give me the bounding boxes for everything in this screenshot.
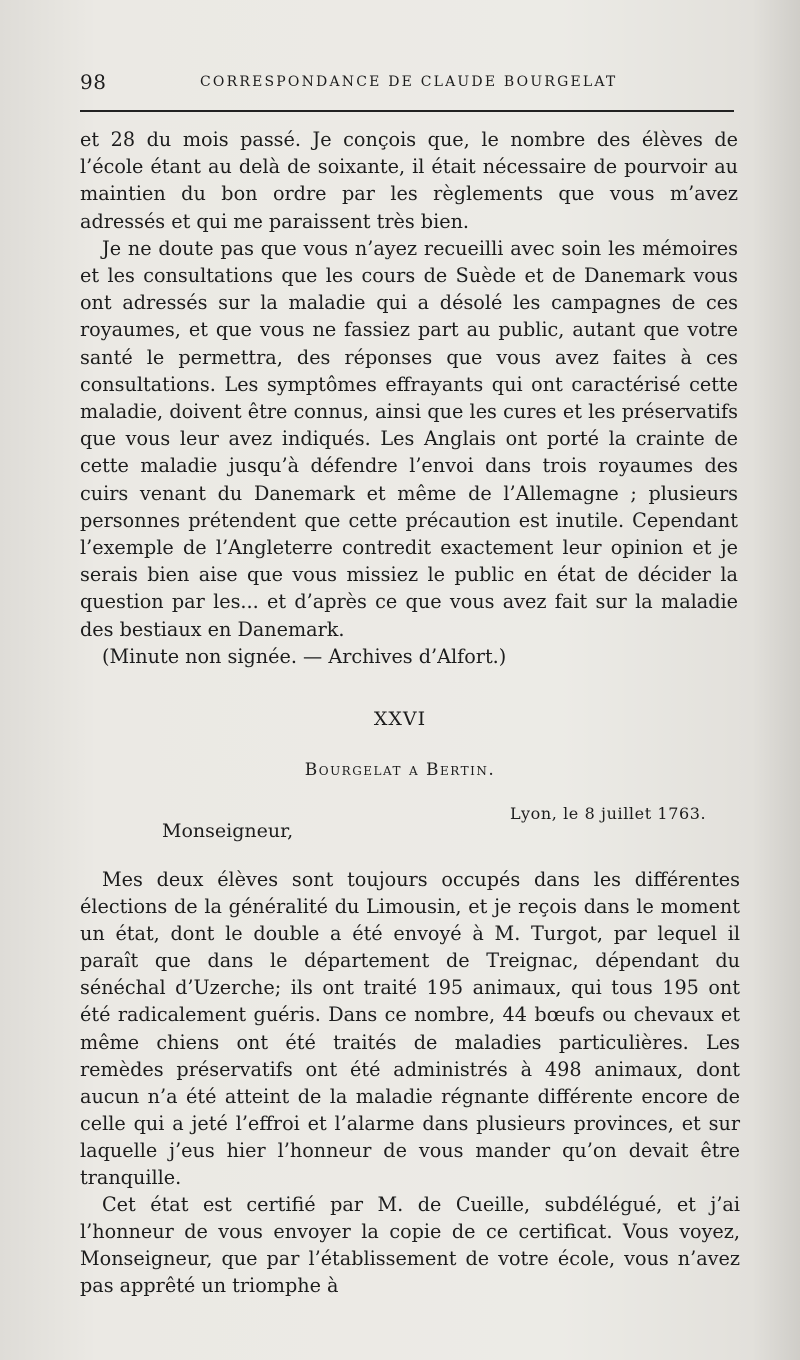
letter-body: [80, 866, 740, 1300]
section-number: XXVI: [373, 708, 427, 730]
page-number: 98: [80, 70, 107, 94]
paragraph: Je ne doute pas que vous n’ayez recueilli avec soin les mémoires et les consultations que les cours de Suède et de Danemark vous ont adressés sur la maladie qui a désolé les campagnes de ces royaumes, et que vous ne fassiez part au public, autant que votre santé le permettra, des réponses que vous avez faites à ces consultations. Les symptômes effrayants qui ont caractérisé cette maladie, doivent être connus, ainsi que les cures et les préservatifs que vous leur avez indiqués. Les Anglais ont porté la crainte de cette maladie jusqu’à défendre l’envoi dans trois royaumes des cuirs venant du Danemark et même de l’Allemagne ; plusieurs personnes prétendent que cette précaution est inutile. Cependant l’exemple de l’Angleterre contredit exactement leur opinion et je serais bien aise que vous missiez le public en état de décider la question par les... et d’après ce que vous avez fait sur la maladie des bestiaux en Danemark.: [80, 236, 738, 641]
section-heading: Bourgelat a Bertin.: [304, 760, 496, 780]
salutation: Monseigneur,: [162, 820, 294, 842]
header-rule: [80, 110, 734, 112]
running-title: CORRESPONDANCE DE CLAUDE BOURGELAT: [200, 74, 618, 90]
dateline: Lyon, le 8 juillet 1763.: [510, 804, 707, 823]
paragraph: Mes deux élèves sont toujours occupés dans les différentes élections de la généralité du Limousin, et je reçois dans le moment un état, dont le double a été envoyé à M. Turgot, par lequel il paraît que dans le département de Treignac, dépendant du sénéchal d’Uzerche; ils ont traité 195 animaux, qui tous 195 ont été radicalement guéris. Dans ce nombre, 44 bœufs ou chevaux et même chiens ont été traités de maladies particulières. Les remèdes préservatifs ont été administrés à 498 animaux, dont aucun n’a été atteint de la maladie régnante différente encore de celle qui a jeté l’effroi et l’alarme dans plusieurs provinces, et sur laquelle j’eus hier l’honneur de vous mander qu’on devait être tranquille.: [80, 868, 740, 1190]
paragraph: et 28 du mois passé. Je conçois que, le nombre des élèves de l’école étant au delà de soixante, il était nécessaire de pourvoir au maintien du bon ordre par les règlements que vous m’avez adressés et qui me paraissent très bien.: [80, 128, 738, 233]
letter-continuation: [80, 126, 738, 670]
paragraph: Cet état est certifié par M. de Cueille, subdélégué, et j’ai l’honneur de vous envoyer la copie de ce certificat. Vous voyez, Monseigneur, que par l’établissement de votre école, vous n’avez pas apprêté un triomphe à: [80, 1193, 740, 1298]
running-head: [80, 70, 730, 98]
archive-note: (Minute non signée. — Archives d’Alfort.): [102, 644, 507, 668]
